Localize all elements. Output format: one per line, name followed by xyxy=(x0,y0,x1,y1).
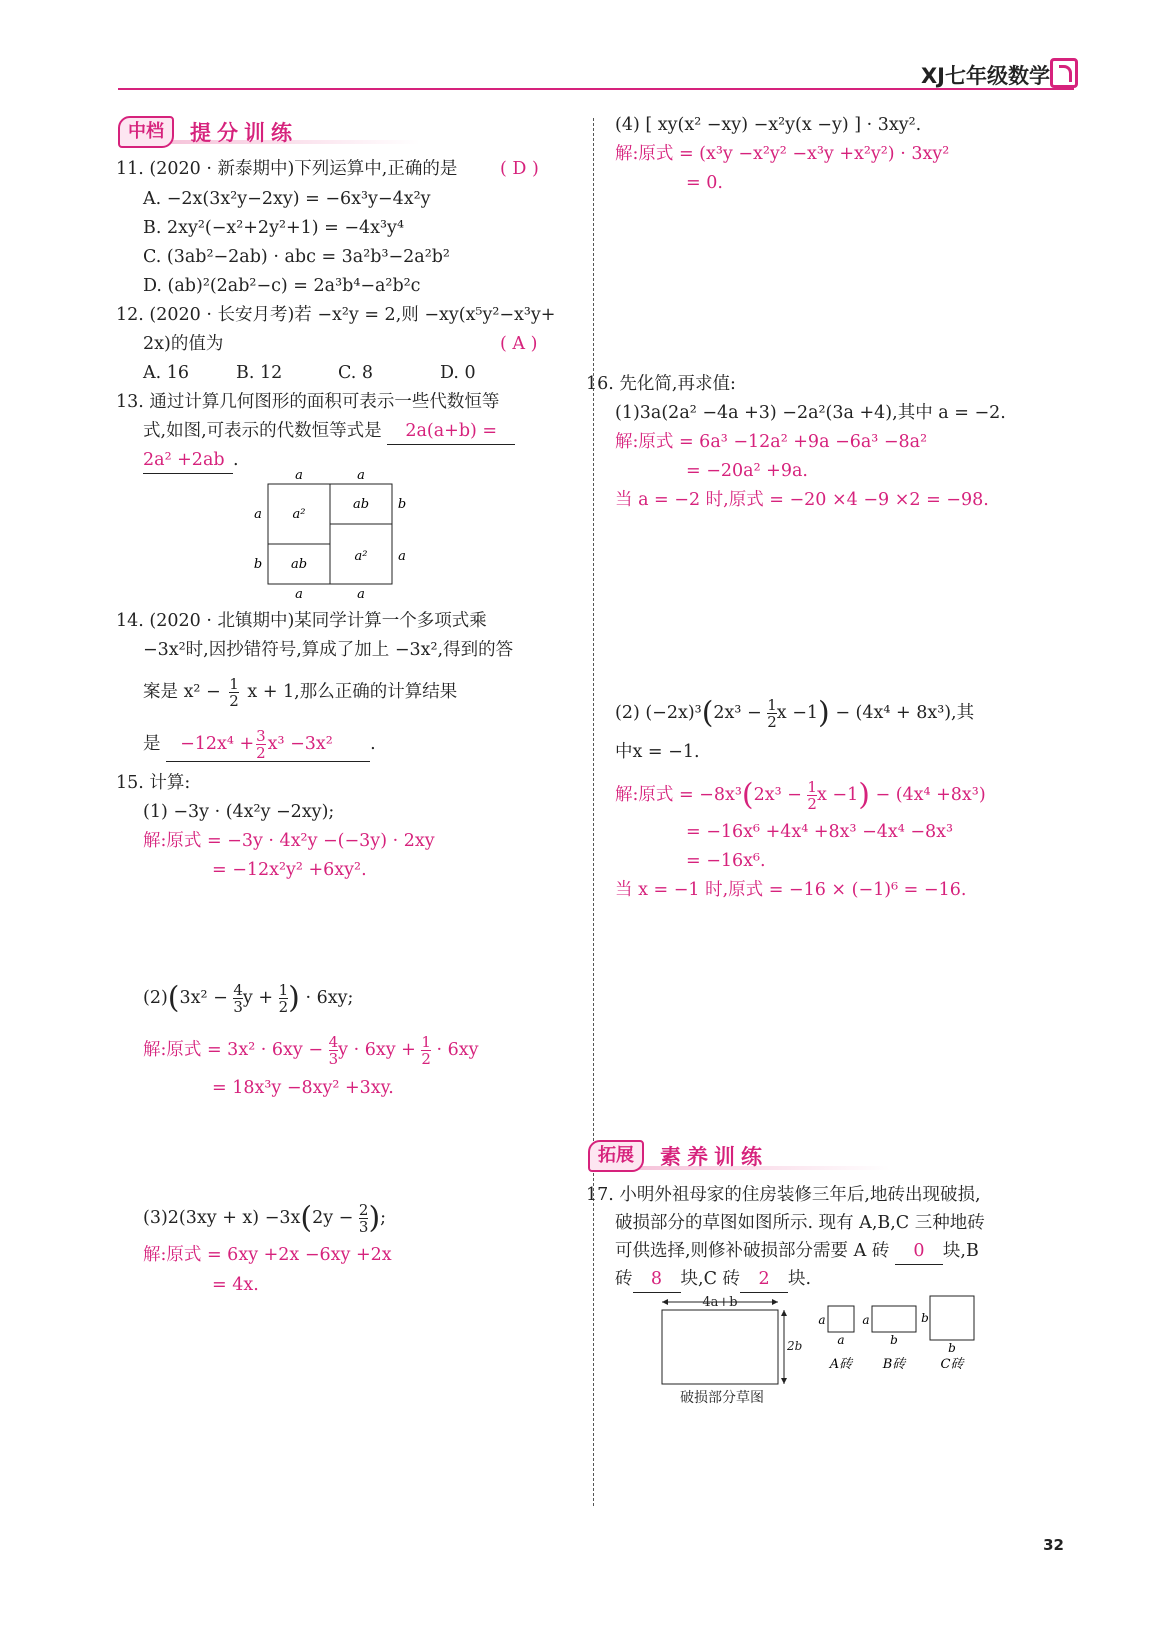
q17-line1: 17. 小明外祖母家的住房装修三年后,地砖出现破损, xyxy=(586,1185,981,1205)
q14-stem-line2: −3x²时,因抄错符号,算成了加上 −3x²,得到的答 xyxy=(143,640,514,660)
q14-ans-den: 2 xyxy=(256,744,266,762)
p2-c: y + xyxy=(242,988,274,1008)
tile-a-side-left: a xyxy=(818,1313,826,1327)
q15-part4-sol1: 解:原式 = (x³y −x²y² −x³y +x²y²) · 3xy² xyxy=(615,144,950,164)
fig17-arrowhead-top xyxy=(781,1310,787,1316)
q14-text-b: x + 1,那么正确的计算结果 xyxy=(247,682,458,702)
q14-ans-b: x³ −3x² xyxy=(267,734,333,754)
p2-label: (2) xyxy=(143,988,168,1008)
q17-figure xyxy=(650,1292,990,1412)
q17-l4a: 砖 xyxy=(615,1269,633,1289)
q16p2-e: − (4x⁴ + 8x³),其 xyxy=(835,703,975,723)
fig13-right-b: b xyxy=(397,497,407,512)
q15-part4: (4) [ xy(x² −xy) −x²y(x −y) ] · 3xy². xyxy=(615,115,922,135)
q16-part2: (2) (−2x)³(2x³ − $\frac{1}{2}$ x −1) − (4x⁴ + 8x³),其 xyxy=(615,695,975,731)
q13-figure xyxy=(250,468,420,602)
q15-part1-sol1: 解:原式 = −3y · 4x²y −(−3y) · 2xy xyxy=(143,831,435,851)
p2-frac2 xyxy=(279,982,289,1015)
q12-opt-d: D. 0 xyxy=(440,363,476,383)
q14-ans-fraction xyxy=(256,728,266,761)
q15-part2: (2)(3x² − $\frac{4}{3}$ y + $\frac{1}{2}$ ) · 6xy; xyxy=(143,980,354,1016)
p2s1-b: y · 6xy + xyxy=(338,1040,416,1060)
q11-option-d: D. (ab)²(2ab²−c) = 2a³b⁴−a²b²c xyxy=(143,276,421,296)
p2s1-a: 解:原式 = 3x² · 6xy − xyxy=(143,1040,324,1060)
p2-e: · 6xy; xyxy=(305,988,354,1008)
page-number: 32 xyxy=(1043,1536,1064,1554)
q17-l3b: 块,B xyxy=(942,1241,979,1261)
q11-answer-text: ( D ) xyxy=(500,159,539,179)
section-title-ext: 素养训练 xyxy=(660,1145,768,1169)
p2-frac1-num: 4 xyxy=(233,981,243,999)
q11-option-a: A. −2x(3x²y−2xy) = −6x³y−4x²y xyxy=(143,189,431,209)
q13-stem-line1: 13. 通过计算几何图形的面积可表示一些代数恒等 xyxy=(116,392,500,412)
q16-part2-sol3: = −16x⁶. xyxy=(686,851,766,871)
q16s1-a: 解:原式 = −8x³ xyxy=(615,785,742,805)
p3-frac-num: 2 xyxy=(358,1201,369,1219)
q15-part2-sol1 xyxy=(143,1034,479,1067)
q16-part1-sol2: = −20a² +9a. xyxy=(686,461,808,481)
q12-stem-line1: 12. (2020 · 长安月考)若 −x²y = 2,则 −xy(x⁵y²−x³y+ xyxy=(116,305,556,325)
q16s1-b: 2x³ − xyxy=(753,785,802,805)
q16p2-b: 2x³ − xyxy=(713,703,762,723)
q15-part3: (3)2(3xy + x) −3x(2y − $\frac{2}{3}$ ); xyxy=(143,1200,387,1236)
fig17-caption: 破损部分草图 xyxy=(680,1390,764,1406)
fig17-arrowhead-right xyxy=(772,1299,778,1305)
q17-l3a: 可供选择,则修补破损部分需要 A 砖 xyxy=(615,1241,890,1261)
column-divider xyxy=(593,118,594,1506)
q12-answer: ( A ) xyxy=(500,334,538,354)
q13-tail: . xyxy=(233,450,239,470)
section-tag-ext: 拓展 xyxy=(588,1140,644,1172)
fig17-width-label: 4a+b xyxy=(702,1295,738,1310)
fig13-label-ab-2: ab xyxy=(352,497,370,512)
p3-a: (3)2(3xy + x) −3x xyxy=(143,1208,301,1228)
q16s1-frac-den: 2 xyxy=(807,795,817,813)
q16-stem: 16. 先化简,再求值: xyxy=(586,374,736,394)
q14-text-a: 案是 x² − xyxy=(143,682,221,702)
q17-l4c: 块. xyxy=(788,1269,812,1289)
fig13-bottom-a2: a xyxy=(357,587,365,602)
q15-part3-sol2: = 4x. xyxy=(212,1275,259,1295)
p2s1-c: · 6xy xyxy=(436,1040,479,1060)
q13-answer-line2 xyxy=(143,447,239,474)
q16-part2-sol2: = −16x⁶ +4x⁴ +8x³ −4x⁴ −8x³ xyxy=(686,822,954,842)
header-title: XJ七年级数学 xyxy=(920,64,1050,88)
tile-a-label: A砖 xyxy=(829,1357,853,1372)
tile-b-side-b: b xyxy=(890,1333,898,1347)
q15-part1: (1) −3y · (4x²y −2xy); xyxy=(143,802,335,822)
q16p2-frac xyxy=(767,697,777,730)
q15-part4-sol2: = 0. xyxy=(686,173,723,193)
tile-a-square xyxy=(828,1306,854,1332)
fig13-label-a2-2: a² xyxy=(354,549,368,564)
q16p2-a: (2) (−2x)³ xyxy=(615,703,702,723)
q16-part1-sol1: 解:原式 = 6a³ −12a² +9a −6a³ −8a² xyxy=(615,432,928,452)
q16-part2-cond: 中x = −1. xyxy=(615,742,700,762)
q16s1-e: − (4x⁴ +8x³) xyxy=(875,785,986,805)
q15-part3-sol1: 解:原式 = 6xy +2x −6xy +2x xyxy=(143,1245,392,1265)
tile-a-side-bottom: a xyxy=(837,1333,845,1347)
fig13-left-b: b xyxy=(253,557,263,572)
fig13-top-a1: a xyxy=(295,468,303,483)
q16-part1-sol3: 当 a = −2 时,原式 = −20 ×4 −9 ×2 = −98. xyxy=(615,490,989,510)
tile-c-label: C砖 xyxy=(940,1357,964,1372)
q12-opt-a: A. 16 xyxy=(143,363,190,383)
section-header-mid xyxy=(118,116,298,148)
q14-frac-den: 2 xyxy=(229,692,239,710)
q12-opt-b: B. 12 xyxy=(236,363,283,383)
tile-b-side-a: a xyxy=(862,1313,870,1327)
p3-frac-den: 3 xyxy=(358,1218,369,1236)
fig17-arrowhead-bottom xyxy=(781,1378,787,1384)
p2s1-frac2 xyxy=(421,1034,431,1067)
tile-b-label: B砖 xyxy=(882,1357,906,1372)
q17-line3 xyxy=(615,1238,979,1265)
fig17-damaged-rect xyxy=(662,1310,778,1384)
p2-frac2-den: 2 xyxy=(278,998,289,1016)
p2s1-frac1-num: 4 xyxy=(328,1033,339,1051)
q16-part2-sol4: 当 x = −1 时,原式 = −16 × (−1)⁶ = −16. xyxy=(615,880,967,900)
tile-c-side-left: b xyxy=(921,1311,929,1325)
q12-opt-c: C. 8 xyxy=(338,363,374,383)
q16s1-c: x −1 xyxy=(816,785,859,805)
publisher-logo-icon xyxy=(1050,58,1078,88)
tile-b-rect xyxy=(872,1306,916,1332)
q16p2-frac-den: 2 xyxy=(767,713,777,731)
q16s1-frac-num: 1 xyxy=(807,778,817,796)
p2s1-frac2-num: 1 xyxy=(421,1033,431,1051)
q15-part1-sol2: = −12x²y² +6xy². xyxy=(212,860,367,880)
section-title: 提分训练 xyxy=(190,121,298,145)
q16p2-c: x −1 xyxy=(776,703,819,723)
q11-option-b: B. 2xy²(−x²+2y²+1) = −4x³y⁴ xyxy=(143,218,404,238)
q14-shi: 是 xyxy=(143,734,161,754)
fig13-right-a: a xyxy=(398,549,406,564)
p2s1-frac1-den: 3 xyxy=(328,1050,339,1068)
q11-option-c: C. (3ab²−2ab) · abc = 3a²b³−2a²b² xyxy=(143,247,450,267)
q13-stem-text: 式,如图,可表示的代数恒等式是 xyxy=(143,421,382,441)
q14-ans-a: −12x⁴ + xyxy=(180,734,255,754)
q17-l4b: 块,C 砖 xyxy=(680,1269,741,1289)
q17-answer-b: 8 xyxy=(633,1266,681,1293)
p2s1-frac1 xyxy=(329,1034,339,1067)
tile-c-side-bottom: b xyxy=(948,1341,956,1355)
q11-stem: 11. (2020 · 新泰期中)下列运算中,正确的是 xyxy=(116,159,458,179)
q14-frac-num: 1 xyxy=(229,675,239,693)
q14-ans-num: 3 xyxy=(256,727,266,745)
q15-part2-sol2: = 18x³y −8xy² +3xy. xyxy=(212,1078,394,1098)
fig17-height-label: 2b xyxy=(787,1339,803,1353)
fig13-top-a2: a xyxy=(357,468,365,483)
p2-frac2-num: 1 xyxy=(278,981,289,999)
q16-part1: (1)3a(2a² −4a +3) −2a²(3a +4),其中 a = −2. xyxy=(615,403,1006,423)
q14-stem-line3 xyxy=(143,676,457,709)
q16-part2-sol1: 解:原式 = −8x³(2x³ − $\frac{1}{2}$ x −1) − (4x⁴ +8x³) xyxy=(615,777,986,813)
p2-frac1-den: 3 xyxy=(233,998,243,1016)
q17-line4 xyxy=(615,1266,811,1293)
q14-fraction xyxy=(229,676,239,709)
q14-tail: . xyxy=(370,734,376,754)
q14-stem-line1: 14. (2020 · 北镇期中)某同学计算一个多项式乘 xyxy=(116,611,487,631)
fig13-left-a: a xyxy=(254,507,262,522)
fig13-bottom-a1: a xyxy=(295,587,303,602)
q13-answer-part2: 2a² +2ab xyxy=(143,447,233,474)
p2s1-frac2-den: 2 xyxy=(421,1050,431,1068)
q17-answer-a: 0 xyxy=(895,1238,943,1265)
fig17-arrowhead-left xyxy=(662,1299,668,1305)
fig13-label-ab-1: ab xyxy=(290,557,308,572)
q17-answer-c: 2 xyxy=(740,1266,788,1293)
q15-stem: 15. 计算: xyxy=(116,773,191,793)
p2-b: 3x² − xyxy=(179,988,228,1008)
section-header-ext xyxy=(588,1140,768,1172)
q13-answer-part1: 2a(a+b) = xyxy=(387,418,515,445)
tile-c-square xyxy=(930,1296,974,1340)
p3-b: 2y − xyxy=(312,1208,354,1228)
q17-line2: 破损部分的草图如图所示. 现有 A,B,C 三种地砖 xyxy=(615,1213,985,1233)
q12-stem-line2: 2x)的值为 xyxy=(143,334,224,354)
q16p2-frac-num: 1 xyxy=(767,696,777,714)
section-tag: 中档 xyxy=(118,116,174,148)
q11-answer xyxy=(500,156,539,182)
q14-answer-line xyxy=(143,728,376,762)
q16s1-frac xyxy=(807,779,817,812)
p2-frac1 xyxy=(233,982,243,1015)
q13-stem-line2 xyxy=(143,418,515,445)
p3-c: ; xyxy=(380,1208,387,1228)
header-rule xyxy=(118,88,1074,90)
fig13-label-a2-1: a² xyxy=(292,507,306,522)
q14-answer xyxy=(166,728,370,762)
